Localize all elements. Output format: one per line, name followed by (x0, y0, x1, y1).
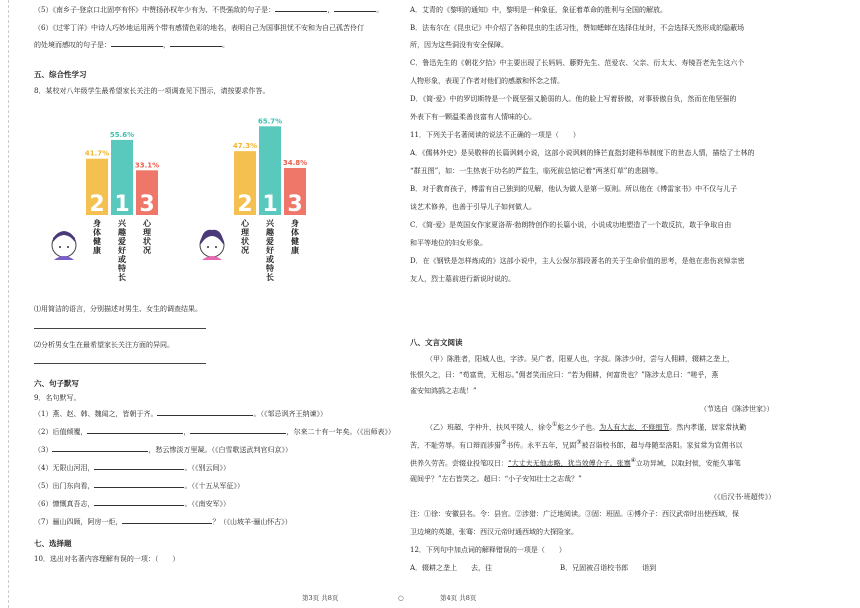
girl-avatar-icon (200, 230, 224, 260)
q10-option-d-cont: 外表下有一颗温柔善良富有人情味的心。 (410, 113, 536, 121)
passage-jia-source: （节选自《陈涉世家》） (700, 405, 774, 413)
category-label-char: 或 (118, 255, 126, 264)
rank-label: 3 (139, 192, 155, 217)
boy-avatar-icon (52, 231, 76, 260)
section-heading-6: 六、句子默写 (34, 379, 79, 388)
question-5-text: （5）《南乡子·登京口北固亭有怀》中赞扬孙权年少有为、不畏强敌的句子是： (34, 6, 276, 14)
passage-jia-line-1: （甲）陈胜者，阳城人也，字涉。吴广者，阳夏人也，字叔。陈涉少时，尝与人佣耕，辍耕之垄上， (426, 355, 734, 363)
passage-yi-line-2: 苦，不耻劳辱。有口辩而涉猎②书传。永平五年，兄固③被召诣校书郎，超与母随至洛阳。家贫常为官佣书以 (410, 440, 743, 450)
category-label-char: 爱 (118, 237, 126, 246)
question-9-1 (34, 410, 327, 419)
q11-option-a: A．《儒林外史》是吴敬梓的长篇讽刺小说，这部小说讽刺的锋芒直指封建科举制度下的世态人情，描绘了士林的 (410, 149, 755, 157)
yi-line-3-c: 立功异域，以取封侯，安能久事笔 (635, 459, 741, 468)
value-label: 34.8% (282, 159, 308, 168)
category-label-char: 心 (143, 219, 151, 228)
q12-option-a: A．辍耕之垄上 去，往 (410, 564, 493, 572)
q9-7-text: （7）骊山四顾，阿房一炬， (34, 518, 123, 526)
category-label-char: 趣 (266, 228, 274, 237)
category-label-char: 长 (118, 273, 126, 282)
category-label-char: 兴 (118, 219, 126, 228)
passage-yi-line-4: 砚间乎？”左右皆笑之。超曰：“小子安知壮士之志哉？” (410, 475, 582, 483)
value-label: 65.7% (257, 117, 283, 126)
question-5-period: 。 (376, 6, 384, 14)
q9-2-text: （2）后值倾覆， (34, 428, 88, 436)
survey-bar-chart (34, 100, 334, 300)
category-label-char: 康 (93, 246, 101, 255)
yi-line-2-c: 被召诣校书郎，超与母随至洛阳。家贫常为官佣书以 (581, 441, 743, 450)
category-label-char: 状 (241, 237, 249, 246)
category-label-char: 趣 (118, 228, 126, 237)
q11-option-b: B．对于教育孩子，傅雷有自己独到的见解，他认为做人是第一原则。所以他在《傅雷家书》中不仅与儿子 (410, 185, 738, 193)
q11-option-d: D．在《钢铁是怎样炼成的》这部小说中，主人公保尔那段著名的关于生命价值的思考，是他在悲伤哀悼亲密 (410, 257, 745, 265)
answer-blank[interactable] (157, 415, 253, 416)
q11-option-d-cont: 友人，烈士墓前进行新说时说的。 (410, 275, 515, 283)
category-label-char: 或 (266, 255, 274, 264)
category-label-char: 健 (291, 237, 299, 246)
q9-3-text: （3） (34, 446, 53, 454)
q10-option-b-cont: 所，因为这些洞没有安全保障。 (410, 41, 508, 49)
category-label-char: 特 (266, 264, 274, 273)
q9-4-text: （4）无限山河泪， (34, 464, 95, 472)
q10-option-c-cont: 人物形象，表现了作者对他们的感激和怀念之情。 (410, 77, 564, 85)
category-label-char: 健 (93, 237, 101, 246)
question-9-5 (34, 482, 244, 491)
q11-option-b-cont: 谈艺术修养，也善于引导儿子如何做人。 (410, 203, 536, 211)
q11-option-a-cont: “群丑图”，如：一生热衷于功名的严监生，临死前总惦记着“两茎灯草”的悲剧等。 (410, 167, 663, 175)
q11-option-c-cont: 和平等地位的妇女形象。 (410, 239, 487, 247)
value-label: 55.6% (109, 130, 135, 139)
answer-blank[interactable] (111, 46, 163, 47)
passage-yi-source: （《后汉书·班超传》） (710, 493, 776, 501)
passage-jia-line-3: 雀安知鸿鹄之志哉！” (410, 387, 477, 395)
category-label-char: 理 (143, 228, 151, 237)
question-11: 11．下列关于名著阅读的说法不正确的一项是（ ） (410, 131, 580, 139)
q9-5-source: 。（《十五从军征》） (184, 482, 244, 490)
footer-center-mark: ○ (398, 594, 404, 602)
category-label-char: 体 (291, 228, 299, 237)
category-label-char: 好 (266, 246, 274, 255)
page-number-left: 第3页 共8页 (302, 594, 339, 602)
category-label-char: 体 (93, 228, 101, 237)
answer-blank[interactable] (170, 46, 222, 47)
boy-chart-group (52, 131, 159, 282)
question-9-2 (34, 428, 395, 437)
question-9-3 (34, 446, 292, 455)
q10-option-c: C．鲁迅先生的《朝花夕拾》中主要出现了长妈妈、藤野先生、范爱农、父亲、衍太太、寿镜吾老先生这六个 (410, 59, 745, 67)
category-label-char: 特 (118, 264, 126, 273)
page-number-right: 第4页 共8页 (440, 594, 477, 602)
passage-yi-line-3: 供养久劳苦。尝辍业投笔叹曰：“大丈夫无他志略，犹当效傅介子、张骞④立功异域，以取封侯，安能久事笔 (410, 458, 741, 468)
value-label: 47.3% (232, 142, 258, 151)
category-label-char: 身 (291, 219, 299, 228)
question-8: 8．某校对八年级学生最希望家长关注的一项调查见下图示，请按要求作答。 (34, 87, 270, 95)
category-label-char: 兴 (266, 219, 274, 228)
q10-option-b: B．法布尔在《昆虫记》中介绍了各种昆虫的生活习性，赞如蟋蟀在选择住址时，不会选择天然形成的隐蔽场 (410, 24, 745, 32)
answer-blank[interactable] (94, 487, 184, 488)
section-heading-7: 七、选择题 (34, 539, 72, 548)
question-9-4 (34, 464, 230, 473)
rank-label: 3 (287, 192, 303, 217)
answer-blank[interactable] (87, 433, 183, 434)
category-label-char: 好 (118, 246, 126, 255)
q10-option-d: D．《简·爱》中的罗切斯特是一个既坚强又脆弱的人。他的脸上写着骄傲，对事骄傲自负，然而在他坚强的 (410, 95, 737, 103)
yi-line-2-a: 苦，不耻劳辱。有口辩而涉猎 (410, 441, 501, 450)
question-9-7 (34, 518, 292, 527)
category-label-char: 身 (93, 219, 101, 228)
passage-jia-line-2: 怅恨久之，曰：“苟富贵，无相忘。”佣者笑而应曰：“若为佣耕，何富贵也？”陈涉太息曰：“嗟乎，燕 (410, 371, 719, 379)
question-8-2: ⑵分析男女生在最希望家长关注方面的异同。 (34, 341, 174, 349)
value-label: 33.1% (134, 161, 160, 170)
question-9-6 (34, 500, 230, 509)
category-label-char: 爱 (266, 237, 274, 246)
question-6-comma: ， (163, 41, 170, 49)
section-heading-8: 八、文言文阅读 (410, 338, 463, 347)
rank-label: 1 (262, 192, 278, 217)
rank-label: 2 (237, 192, 253, 217)
answer-blank[interactable] (94, 505, 184, 506)
yi-line-1-a: （乙）班超，字仲升，扶风平陵人，徐令 (426, 423, 552, 432)
question-8-1: ⑴用简洁的语言，分别描述对男生、女生的调查结果。 (34, 305, 202, 313)
passage-yi-line-1: （乙）班超，字仲升，扶风平陵人，徐令①彪之少子也。为人有大志，不修细节。然内孝谨，居家常执勤 (426, 422, 747, 432)
q9-4-source: 。（《别云间》） (184, 464, 230, 472)
question-6-text: 的处境而感叹的句子是： (34, 41, 111, 49)
q9-2-source: ，尔来二十有一年矣。（《出师表》） (286, 428, 395, 436)
passage-notes-line-1: 注：①徐：安徽县名。令：县官。②涉猎：广泛地阅读。③固：班固。④傅介子：西汉武帝时出使西域，保 (410, 510, 739, 518)
binding-margin-line (8, 0, 9, 608)
answer-blank[interactable] (94, 469, 184, 470)
category-label-char: 理 (241, 228, 249, 237)
question-12: 12．下列句中加点词的解释错误的一项是（ ） (410, 546, 566, 554)
category-label-char: 状 (143, 237, 151, 246)
q9-6-text: （6）慷慨真吾志， (34, 500, 95, 508)
category-label-char: 康 (291, 246, 299, 255)
answer-blank[interactable] (334, 11, 376, 12)
yi-line-1-b: 彪之少子也。 (557, 423, 600, 432)
yi-line-3-underlined: “大丈夫无他志略，犹当效傅介子、张骞 (508, 459, 631, 468)
q9-5-text: （5）出门东向看， (34, 482, 95, 490)
yi-line-1-underlined: 为人有大志，不修细节 (599, 423, 670, 432)
girl-chart-group (200, 117, 307, 282)
rank-label: 2 (89, 192, 105, 217)
question-9: 9．名句默写。 (34, 394, 81, 402)
rank-label: 1 (114, 192, 130, 217)
q9-6-source: 。（《南安军》） (184, 500, 230, 508)
answer-blank[interactable] (190, 433, 286, 434)
q9-2-comma: ， (183, 428, 191, 436)
value-label: 41.7% (84, 149, 110, 158)
q12-option-b: B．兄固被召诣校书郎 诣到 (560, 564, 657, 572)
category-label-char: 心 (241, 219, 249, 228)
q9-1-source: 。（《邹忌讽齐王纳谏》） (253, 410, 327, 418)
yi-line-3-a: 供养久劳苦。尝辍业投笔叹曰： (410, 459, 508, 468)
question-5 (34, 6, 383, 15)
category-label-char: 况 (241, 246, 249, 255)
q11-option-c: C．《简·爱》是英国女作家夏洛蒂·勃朗特创作的长篇小说，小说成功地塑造了一个敢反抗，敢于争取自由 (410, 221, 732, 229)
answer-line[interactable] (34, 328, 206, 329)
answer-line[interactable] (34, 363, 206, 364)
q9-1-text: （1）燕、赵、韩、魏闻之，皆朝于齐。 (34, 410, 158, 418)
question-6-period: 。 (222, 41, 229, 49)
yi-line-2-b: 书传。永平五年，兄固 (506, 441, 577, 450)
answer-blank[interactable] (122, 523, 212, 524)
question-6-continued (34, 41, 229, 50)
question-5-comma: ， (327, 6, 335, 14)
section-heading-5: 五、综合性学习 (34, 70, 87, 79)
category-label-char: 况 (143, 246, 151, 255)
category-label-char: 长 (266, 273, 274, 282)
question-10: 10．选出对名著内容理解有误的一项：（ ） (34, 555, 180, 563)
question-6: （6）《过零丁洋》中诗人巧妙地运用两个带有感情色彩的地名，表明自己为国事担忧不安和为自己孤苦伶仃 (34, 24, 364, 32)
q10-option-a: A．艾青的《黎明的通知》中，黎明是一种象征，象征着革命的胜利与全国的解放。 (410, 6, 668, 14)
q9-7-source: ？（《山坡羊·骊山怀古》） (212, 518, 292, 526)
yi-line-1-d: 。然内孝谨，居家常执勤 (669, 423, 747, 432)
q9-3-source: ，愁云惨淡万里凝。（《白雪歌送武判官归京》） (148, 446, 292, 454)
answer-blank[interactable] (275, 11, 327, 12)
answer-blank[interactable] (52, 451, 148, 452)
passage-notes-line-2: 卫边境的英雄，张骞：西汉元帝时通西域的大探险家。 (410, 528, 578, 536)
